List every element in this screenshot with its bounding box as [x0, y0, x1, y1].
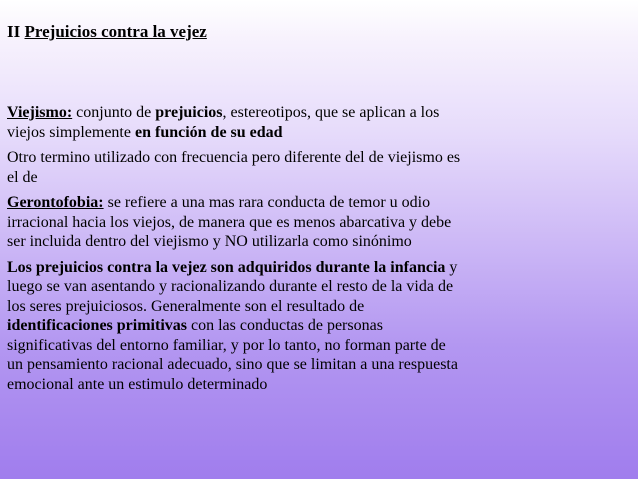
text-run: se refiere a una mas rara conducta de temor u odio: [103, 194, 431, 211]
text-line: significativas del entorno familiar, y por lo tanto, no forman parte de: [7, 336, 446, 354]
text-line: los seres prejuiciosos. Generalmente son el resultado de: [7, 297, 365, 315]
slide-body: [7, 103, 633, 394]
text-line: un pensamiento racional adecuado, sino que se limitan a una respuesta: [7, 356, 458, 373]
text-run: y: [445, 258, 458, 276]
emphasis-edad: en función de su edad: [134, 123, 283, 141]
term-gerontofobia: Gerontofobia:: [7, 194, 104, 211]
text-line: Otro termino utilizado con frecuencia pero diferente del de viejismo es: [7, 149, 461, 166]
text-run: con las conductas de personas: [186, 317, 383, 334]
text-line: emocional ante un estimulo determinado: [7, 375, 268, 393]
text-line: [7, 103, 633, 123]
paragraph-prejuicios-infancia: [7, 258, 633, 395]
term-viejismo: Viejismo:: [7, 104, 73, 121]
text-run: , estereotipos, que se aplican a los: [222, 104, 440, 121]
text-line: ser incluida dentro del viejismo y NO utilizarla como sinónimo: [7, 233, 412, 250]
paragraph-otro-termino: [7, 148, 633, 187]
paragraph-gerontofobia: [7, 193, 633, 252]
text-line: [7, 123, 633, 143]
paragraph-viejismo: [7, 103, 633, 142]
text-line: [7, 258, 633, 278]
text-line: [7, 193, 633, 213]
text-run: viejos simplemente: [7, 123, 135, 141]
text-line: el de: [7, 168, 38, 186]
slide-title: [7, 21, 207, 43]
text-line: irracional hacia los viejos, de manera que es menos abarcativa y debe: [7, 213, 452, 231]
emphasis-prejuicios: prejuicios: [155, 104, 223, 121]
text-run: conjunto de: [72, 104, 156, 121]
emphasis-identificaciones: identificaciones primitivas: [7, 317, 187, 334]
emphasis-infancia: Los prejuicios contra la vejez son adquiridos durante la infancia: [7, 258, 446, 276]
title-text: Prejuicios contra la vejez: [24, 22, 207, 41]
text-line: luego se van asentando y racionalizando durante el resto de la vida de: [7, 278, 454, 295]
title-prefix: II: [7, 22, 25, 41]
text-line: [7, 316, 633, 336]
